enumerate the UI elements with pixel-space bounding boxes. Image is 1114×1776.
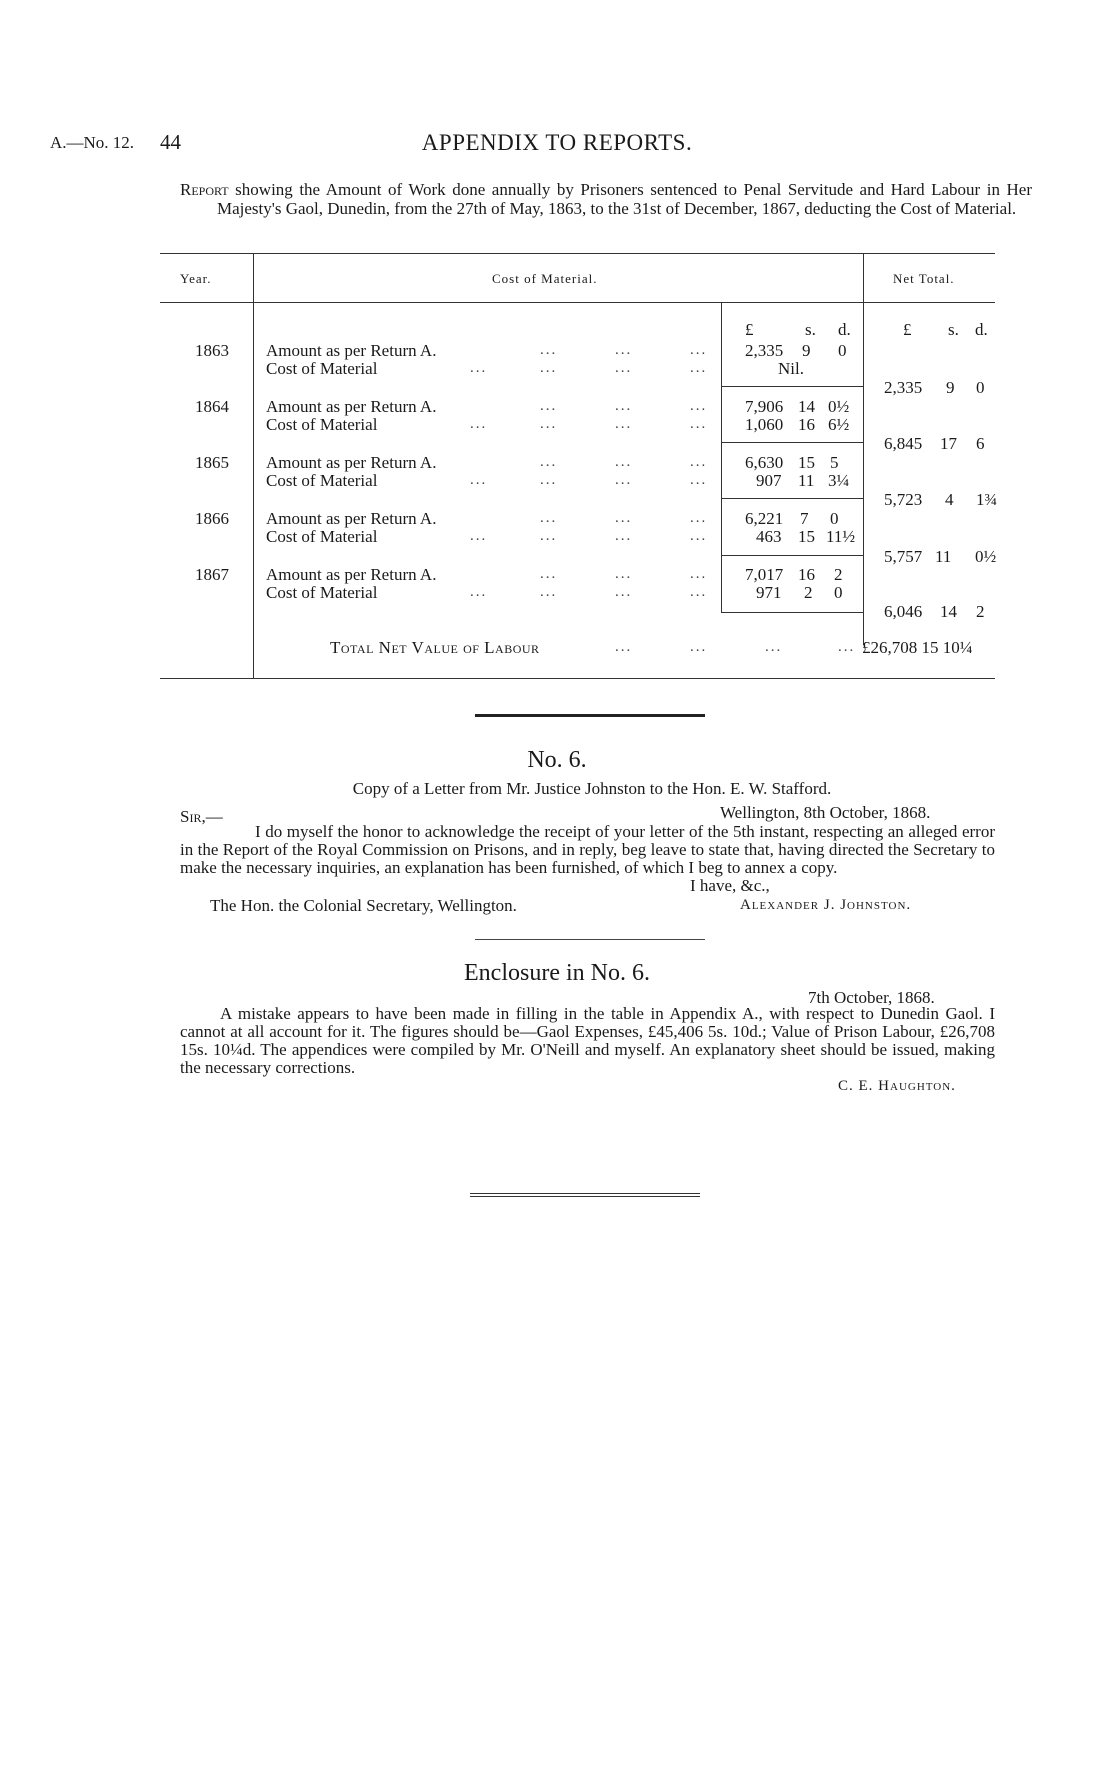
row-year: 1867	[195, 565, 229, 584]
report-text: showing the Amount of Work done annually by Prisoners sentenced to Penal Servitude and Hard Labour in Her Majesty's Gaol, Dunedin, from the 27th of May, 1863, to the 31st of December, 1867, deducting the Cost of Material.	[217, 180, 1032, 218]
unit-shillings-net: s.	[948, 320, 959, 339]
cost-pence: 6½	[828, 415, 850, 434]
cost-pounds: 463	[756, 527, 782, 546]
row-line-cost: Cost of Material	[266, 415, 378, 434]
letter-date: Wellington, 8th October, 1868.	[720, 803, 931, 822]
row-line-amount: Amount as per Return A.	[266, 453, 437, 472]
row-year: 1863	[195, 341, 229, 360]
amount-pence: 0	[838, 341, 847, 360]
leader-dots: ...	[690, 528, 708, 544]
leader-dots: ...	[615, 528, 633, 544]
unit-shillings: s.	[805, 320, 816, 339]
row-line-cost: Cost of Material	[266, 583, 378, 602]
report-lead: Report	[180, 180, 229, 199]
net-shillings: 14	[940, 602, 957, 621]
amount-pence: 0½	[828, 397, 850, 416]
leader-dots: ...	[540, 472, 558, 488]
cost-shillings: 2	[804, 583, 813, 602]
leader-dots: ...	[690, 360, 708, 376]
leader-dots: ...	[690, 584, 708, 600]
leader-dots: ...	[615, 584, 633, 600]
leader-dots: ...	[690, 454, 708, 470]
leader-dots: ...	[470, 584, 488, 600]
cost-pence: 3¼	[828, 471, 850, 490]
row-year: 1865	[195, 453, 229, 472]
leader-dots: ...	[540, 416, 558, 432]
leader-dots: ...	[690, 566, 708, 582]
leader-dots: ...	[615, 639, 633, 655]
table-header-rule	[160, 302, 995, 303]
enclosure-body: A mistake appears to have been made in filling in the table in Appendix A., with respect to Dunedin Gaol. I cannot at all account for it. The figures should be—Gaol Expenses, £45,406 5s. 10d.; Value of Prison Labour, £26,708 15s. 10¼d. The appendices were compiled by Mr. O'Neill and myself. An explanatory sheet should be issued, making the necessary corrections.	[180, 1004, 995, 1077]
cost-nil: Nil.	[778, 359, 804, 378]
subtotal-rule	[721, 612, 863, 613]
cost-pounds: 1,060	[745, 415, 784, 434]
row-line-amount: Amount as per Return A.	[266, 509, 437, 528]
section-rule	[475, 939, 705, 940]
subtotal-rule	[721, 386, 863, 387]
enclosure-heading: Enclosure in No. 6.	[464, 960, 650, 986]
table-divider-year	[253, 253, 254, 678]
leader-dots: ...	[540, 342, 558, 358]
cost-shillings: 16	[798, 415, 815, 434]
leader-dots: ...	[690, 639, 708, 655]
leader-dots: ...	[765, 639, 783, 655]
leader-dots: ...	[540, 398, 558, 414]
letter-body: I do myself the honor to acknowledge the receipt of your letter of the 5th instant, respecting an alleged error in the Report of the Royal Commission on Prisons, and in reply, beg leave to state that, having directed the Secretary to make the necessary inquiries, an explanation has been furnished, of which I beg to annex a copy.	[180, 822, 995, 877]
net-shillings: 17	[940, 434, 957, 453]
document-reference: A.—No. 12.	[50, 133, 135, 152]
cost-pence: 11½	[826, 527, 856, 546]
amount-pence: 2	[834, 565, 843, 584]
page-number: 44	[160, 130, 181, 154]
net-pounds: 6,046	[884, 602, 923, 621]
header-net: Net Total.	[893, 271, 955, 286]
letter-heading: No. 6.	[527, 747, 587, 773]
leader-dots: ...	[615, 398, 633, 414]
amount-shillings: 15	[798, 453, 815, 472]
amount-shillings: 14	[798, 397, 815, 416]
row-year: 1864	[195, 397, 229, 416]
leader-dots: ...	[615, 472, 633, 488]
leader-dots: ...	[615, 416, 633, 432]
cost-pence: 0	[834, 583, 843, 602]
letter-signatory: Alexander J. Johnston.	[740, 897, 912, 913]
amount-shillings: 7	[800, 509, 809, 528]
leader-dots: ...	[690, 342, 708, 358]
net-pounds: 6,845	[884, 434, 923, 453]
amount-pounds: 6,221	[745, 509, 784, 528]
unit-pence: d.	[838, 320, 851, 339]
row-line-amount: Amount as per Return A.	[266, 397, 437, 416]
leader-dots: ...	[690, 472, 708, 488]
net-pence: 0½	[975, 547, 997, 566]
cost-pounds: 907	[756, 471, 782, 490]
net-pence: 1¾	[976, 490, 998, 509]
amount-pence: 5	[830, 453, 839, 472]
end-rule	[470, 1193, 700, 1197]
net-shillings: 11	[935, 547, 952, 566]
unit-pounds: £	[745, 320, 754, 339]
net-shillings: 4	[945, 490, 954, 509]
letter-addressee: The Hon. the Colonial Secretary, Wellington.	[210, 896, 517, 915]
leader-dots: ...	[540, 528, 558, 544]
cost-shillings: 11	[798, 471, 815, 490]
leader-dots: ...	[540, 510, 558, 526]
amount-pounds: 6,630	[745, 453, 784, 472]
amount-shillings: 9	[802, 341, 811, 360]
leader-dots: ...	[690, 510, 708, 526]
net-shillings: 9	[946, 378, 955, 397]
amount-shillings: 16	[798, 565, 815, 584]
table-top-rule	[160, 253, 995, 254]
row-line-amount: Amount as per Return A.	[266, 565, 437, 584]
unit-pence-net: d.	[975, 320, 988, 339]
leader-dots: ...	[615, 566, 633, 582]
net-pence: 2	[976, 602, 985, 621]
row-line-cost: Cost of Material	[266, 471, 378, 490]
leader-dots: ...	[540, 454, 558, 470]
page-title: APPENDIX TO REPORTS.	[421, 130, 693, 155]
total-label: Total Net Value of Labour	[330, 638, 540, 657]
amount-pounds: 7,017	[745, 565, 784, 584]
leader-dots: ...	[690, 398, 708, 414]
table-divider-amount	[721, 302, 722, 612]
leader-dots: ...	[615, 360, 633, 376]
report-description	[180, 180, 1032, 218]
leader-dots: ...	[470, 360, 488, 376]
net-pounds: 2,335	[884, 378, 923, 397]
leader-dots: ...	[470, 472, 488, 488]
table-divider-net	[863, 253, 864, 645]
amount-pounds: 2,335	[745, 341, 784, 360]
net-pounds: 5,757	[884, 547, 923, 566]
net-pence: 0	[976, 378, 985, 397]
row-year: 1866	[195, 509, 229, 528]
cost-pounds: 971	[756, 583, 782, 602]
subtotal-rule	[721, 555, 863, 556]
letter-closing: I have, &c.,	[690, 876, 770, 895]
enclosure-date: 7th October, 1868.	[808, 988, 935, 1007]
letter-subtitle: Copy of a Letter from Mr. Justice Johnston to the Hon. E. W. Stafford.	[352, 779, 832, 798]
total-value: £26,708 15 10¼	[862, 638, 973, 657]
cost-shillings: 15	[798, 527, 815, 546]
subtotal-rule	[721, 498, 863, 499]
header-cost: Cost of Material.	[492, 271, 598, 286]
leader-dots: ...	[540, 566, 558, 582]
unit-pounds-net: £	[903, 320, 912, 339]
leader-dots: ...	[615, 510, 633, 526]
header-year: Year.	[180, 271, 212, 286]
leader-dots: ...	[470, 416, 488, 432]
leader-dots: ...	[540, 360, 558, 376]
letter-salutation: Sir,—	[180, 807, 223, 826]
leader-dots: ...	[540, 584, 558, 600]
row-line-cost: Cost of Material	[266, 527, 378, 546]
amount-pence: 0	[830, 509, 839, 528]
net-pence: 6	[976, 434, 985, 453]
enclosure-signatory: C. E. Haughton.	[838, 1078, 956, 1094]
leader-dots: ...	[615, 342, 633, 358]
amount-pounds: 7,906	[745, 397, 784, 416]
row-line-cost: Cost of Material	[266, 359, 378, 378]
leader-dots: ...	[838, 639, 856, 655]
leader-dots: ...	[470, 528, 488, 544]
row-line-amount: Amount as per Return A.	[266, 341, 437, 360]
subtotal-rule	[721, 442, 863, 443]
section-rule	[475, 714, 705, 717]
leader-dots: ...	[615, 454, 633, 470]
table-bottom-rule	[160, 678, 995, 679]
net-pounds: 5,723	[884, 490, 923, 509]
leader-dots: ...	[690, 416, 708, 432]
